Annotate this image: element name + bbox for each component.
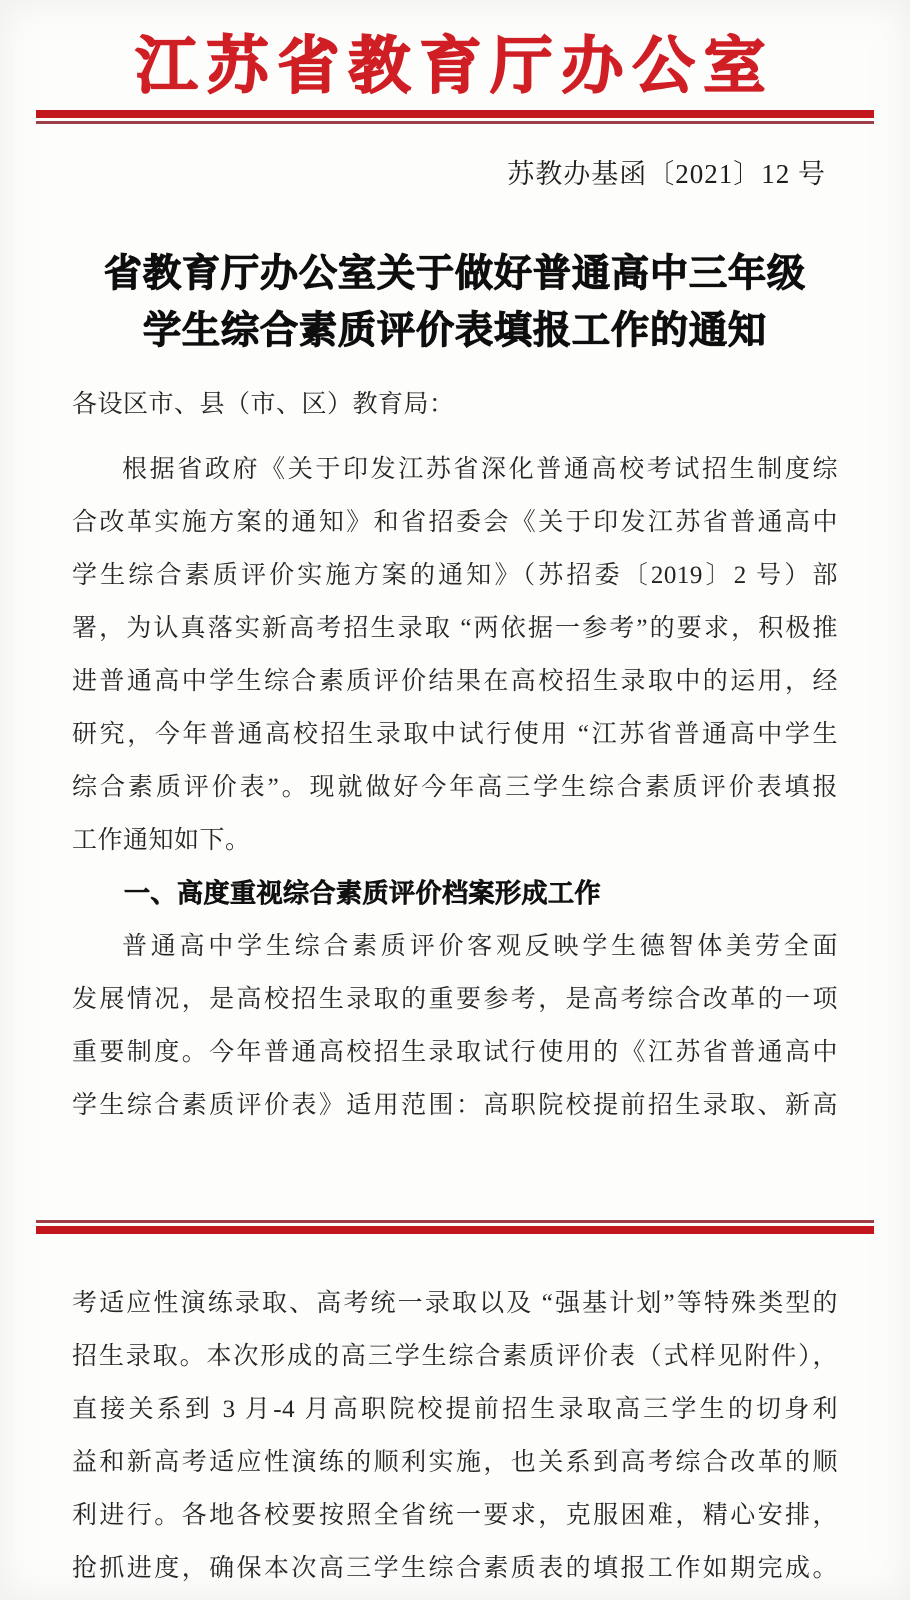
document-title-line2: 学生综合素质评价表填报工作的通知	[142, 310, 767, 352]
body-line: 学生综合素质评价实施方案的通知》（苏招委〔2019〕2 号）部	[72, 562, 838, 589]
body-line: 学生综合素质评价表》适用范围：高职院校提前招生录取、新高	[72, 1092, 838, 1119]
body-page2	[72, 1277, 838, 1595]
document-title-line1: 省教育厅办公室关于做好普通高中三年级	[103, 253, 806, 295]
salutation: 各设区市、县（市、区）教育局：	[72, 391, 455, 418]
document-title	[40, 246, 870, 360]
body-line: 署，为认真落实新高考招生录取 “两依据一参考”的要求，积极推	[72, 615, 838, 642]
body-line: 进普通高中学生综合素质评价结果在高校招生录取中的运用，经	[72, 668, 838, 695]
body-line: 招生录取。本次形成的高三学生综合素质评价表（式样见附件），	[72, 1343, 838, 1370]
body-line: 重要制度。今年普通高校招生录取试行使用的《江苏省普通高中	[72, 1039, 838, 1066]
body-line: 利进行。各地各校要按照全省统一要求，克服困难，精心安排，	[72, 1502, 838, 1529]
body-line: 发展情况，是高校招生录取的重要参考，是高考综合改革的一项	[72, 986, 838, 1013]
masthead-title: 江苏省教育厅办公室	[135, 33, 775, 101]
page-break-thick-line	[36, 1226, 874, 1234]
document-number: 苏教办基函〔2021〕12 号	[507, 159, 826, 189]
body-line: 合改革实施方案的通知》和省招委会《关于印发江苏省普通高中	[72, 509, 838, 536]
body-line: 根据省政府《关于印发江苏省深化普通高校考试招生制度综	[122, 456, 838, 483]
body-line: 工作通知如下。	[72, 827, 251, 854]
section-heading: 一、高度重视综合素质评价档案形成工作	[124, 878, 602, 908]
body-line: 考适应性演练录取、高考统一录取以及 “强基计划”等特殊类型的	[72, 1290, 838, 1317]
masthead-divider-thick-line	[36, 110, 874, 118]
body-line: 研究，今年普通高校招生录取中试行使用 “江苏省普通高中学生	[72, 721, 838, 748]
body-line: 益和新高考适应性演练的顺利实施，也关系到高考综合改革的顺	[72, 1449, 838, 1476]
body-line: 综合素质评价表”。现就做好今年高三学生综合素质评价表填报	[72, 774, 838, 801]
masthead-divider-thin-line	[36, 121, 874, 124]
page-break-divider	[36, 1220, 874, 1234]
body-line: 普通高中学生综合素质评价客观反映学生德智体美劳全面	[122, 933, 838, 960]
body-line: 直接关系到 3 月-4 月高职院校提前招生录取高三学生的切身利	[72, 1396, 838, 1423]
body-page1	[72, 378, 838, 1132]
masthead-divider	[36, 110, 874, 124]
body-line: 抢抓进度，确保本次高三学生综合素质表的填报工作如期完成。	[72, 1555, 838, 1582]
